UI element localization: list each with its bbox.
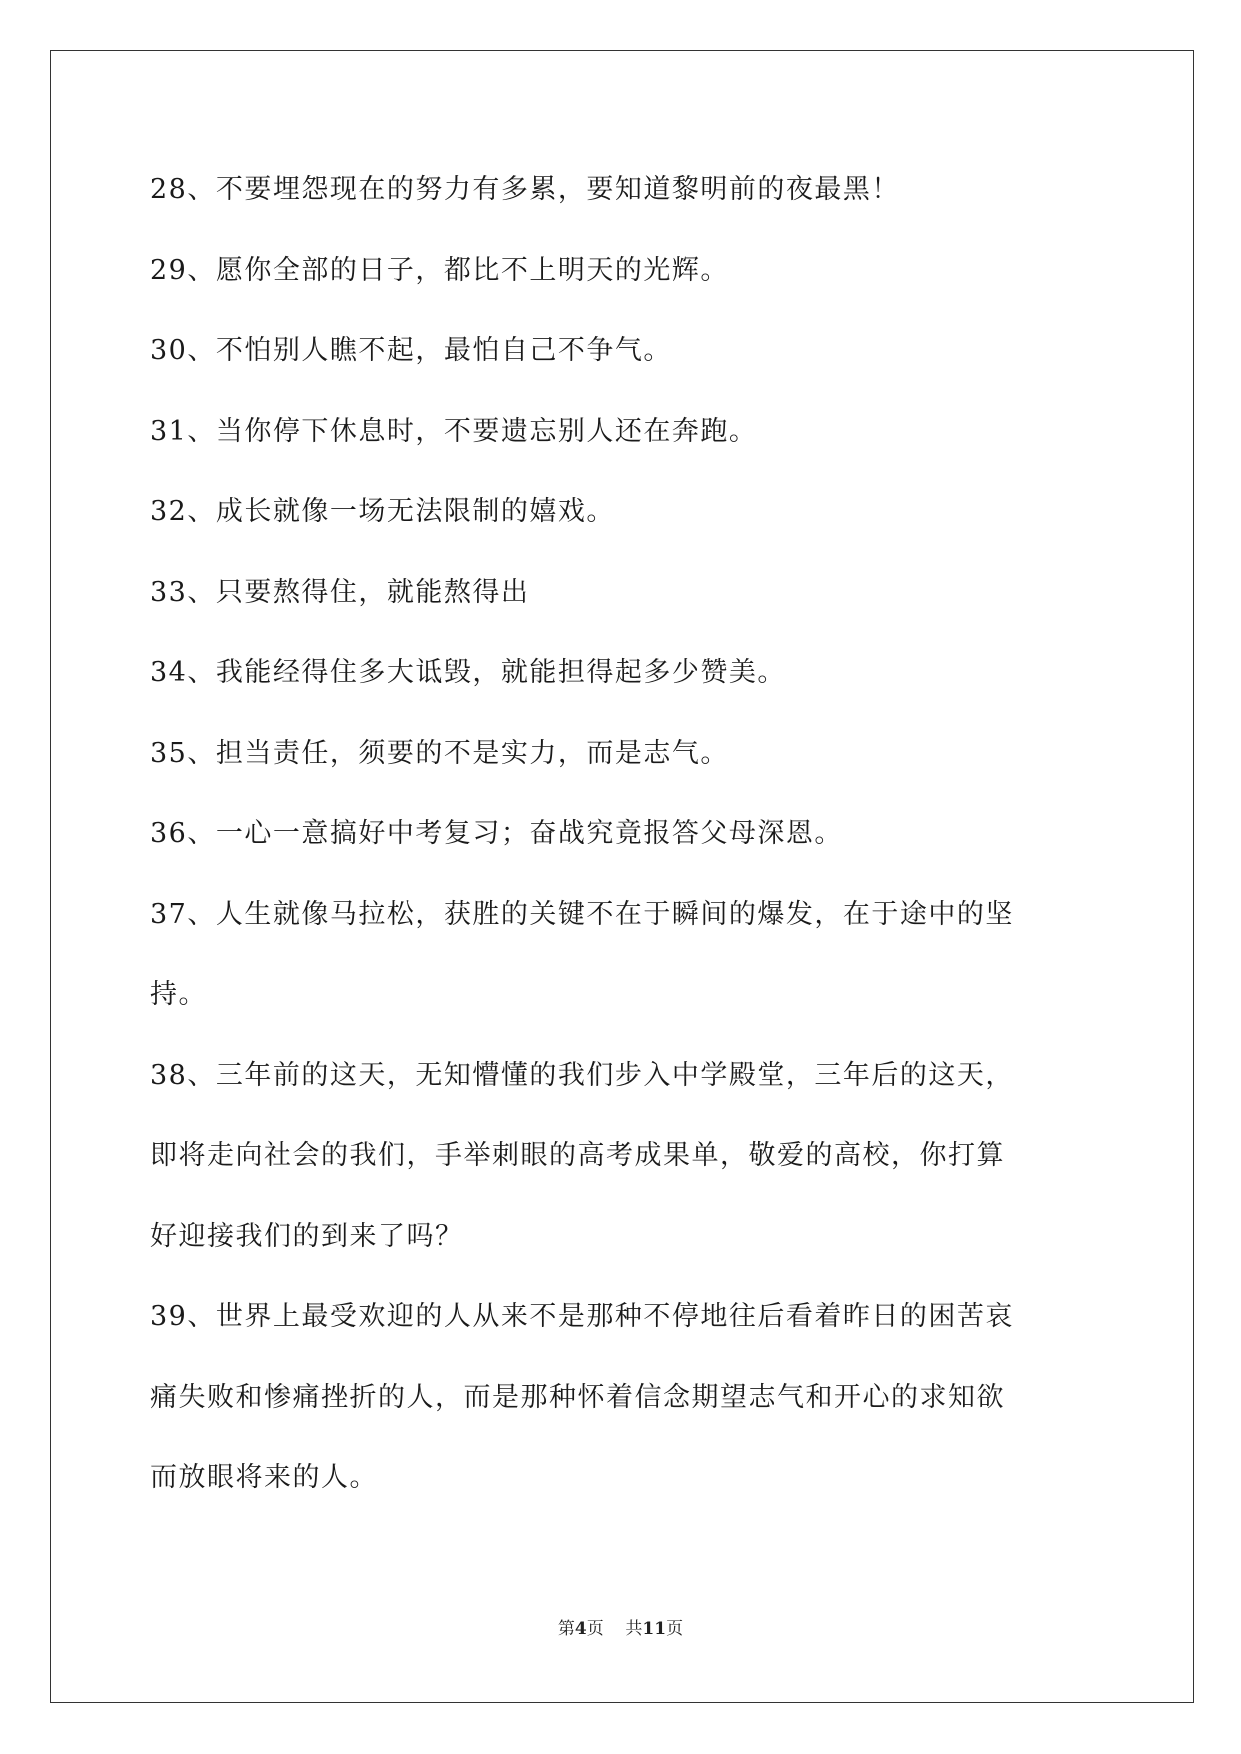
current-page-number: 4 (574, 1619, 587, 1639)
text-line: 39、世界上最受欢迎的人从来不是那种不停地往后看着昨日的困苦哀 (150, 1301, 1014, 1332)
text-line: 28、不要埋怨现在的努力有多累，要知道黎明前的夜最黑！ (150, 174, 900, 205)
footer-prefix: 第 (557, 1619, 575, 1639)
text-line: 29、愿你全部的日子，都比不上明天的光辉。 (150, 254, 729, 286)
text-line: 即将走向社会的我们，手举刺眼的高考成果单，敬爱的高校，你打算 (150, 1140, 1005, 1171)
page-footer (0, 1614, 1241, 1639)
text-line: 痛失败和惨痛挫折的人，而是那种怀着信念期望志气和开心的求知欲 (150, 1381, 1005, 1413)
text-line: 31、当你停下休息时，不要遗忘别人还在奔跑。 (150, 415, 758, 447)
text-line: 33、只要熬得住，就能熬得出 (150, 576, 530, 608)
text-line: 30、不怕别人瞧不起，最怕自己不争气。 (150, 335, 672, 366)
text-line: 37、人生就像马拉松，获胜的关键不在于瞬间的爆发，在于途中的坚 (150, 898, 1014, 930)
text-line: 而放眼将来的人。 (150, 1462, 378, 1493)
text-line: 好迎接我们的到来了吗？ (150, 1220, 464, 1252)
footer-total-prefix: 共 (625, 1619, 643, 1639)
document-body (150, 150, 1090, 1519)
text-line: 36、一心一意搞好中考复习；奋战究竟报答父母深恩。 (150, 818, 843, 849)
footer-page-suffix: 页 (586, 1619, 604, 1639)
text-line: 35、担当责任，须要的不是实力，而是志气。 (150, 737, 729, 769)
text-line: 32、成长就像一场无法限制的嬉戏。 (150, 496, 615, 527)
text-line: 持。 (150, 979, 207, 1010)
footer-total-suffix: 页 (666, 1619, 684, 1639)
text-line: 34、我能经得住多大诋毁，就能担得起多少赞美。 (150, 657, 786, 688)
total-pages-number: 11 (642, 1619, 667, 1639)
text-line: 38、三年前的这天，无知懵懂的我们步入中学殿堂，三年后的这天， (150, 1059, 1014, 1091)
